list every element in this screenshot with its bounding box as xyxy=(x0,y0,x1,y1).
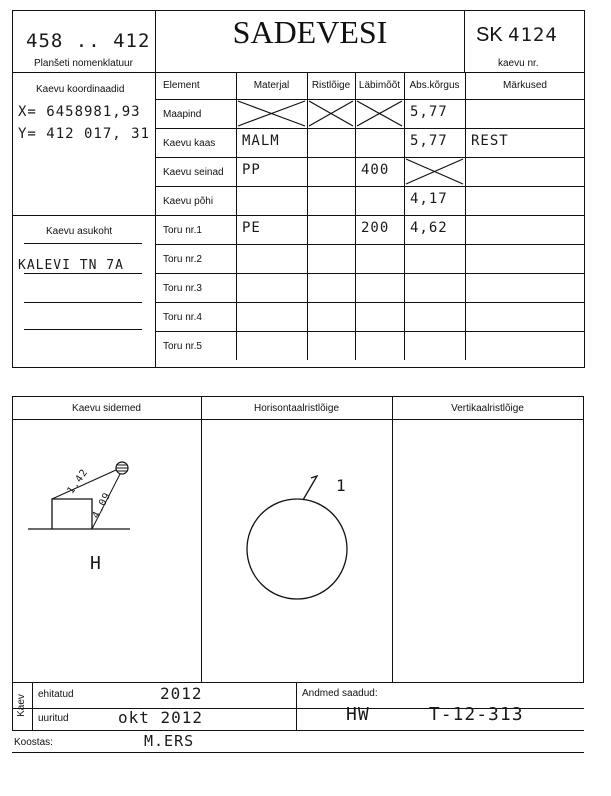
table-row-label: Toru nr.3 xyxy=(163,283,202,294)
frame-top xyxy=(12,10,585,11)
surveyed-value: okt 2012 xyxy=(118,708,204,727)
table-cell: 4,17 xyxy=(410,191,448,207)
tie-letter: H xyxy=(90,553,102,574)
table-row-line xyxy=(155,157,585,158)
footer-bottom xyxy=(12,752,584,753)
divider-title-right xyxy=(464,10,465,72)
table-cell: 4,62 xyxy=(410,220,448,236)
tie-b-label: 4.09 xyxy=(90,490,114,521)
location-line-4 xyxy=(24,329,142,330)
table-header-cell: Ristlõige xyxy=(311,80,351,91)
sketch-right xyxy=(583,396,584,683)
cross-out-mark xyxy=(307,99,355,128)
footer-side-div xyxy=(32,682,33,731)
data-value: HW T-12-313 xyxy=(346,704,524,725)
location-line-2 xyxy=(24,273,142,274)
table-cell: 5,77 xyxy=(410,104,448,120)
table-row-line xyxy=(155,244,585,245)
pipe-label: 1 xyxy=(336,476,347,495)
table-row-label: Kaevu kaas xyxy=(163,138,216,149)
well-number: 4124 xyxy=(508,24,558,46)
location-line-1 xyxy=(24,243,142,244)
location-label: Kaevu asukoht xyxy=(46,226,113,237)
well-prefix: SK xyxy=(476,24,503,46)
well-label: kaevu nr. xyxy=(498,58,539,69)
table-header-cell: Märkused xyxy=(503,80,547,91)
sketch-bottom xyxy=(12,682,584,683)
data-label: Andmed saadud: xyxy=(302,688,378,699)
table-col-line xyxy=(404,72,405,360)
table-header-cell: Element xyxy=(163,80,200,91)
table-cell: MALM xyxy=(242,133,280,149)
author-label: Koostas: xyxy=(14,737,53,748)
coord-y: Y= 412 017, 31 xyxy=(18,126,151,142)
table-row-line xyxy=(155,186,585,187)
tie-sketch xyxy=(14,440,200,590)
table-row-line xyxy=(155,302,585,303)
table-cell: PP xyxy=(242,162,261,178)
sketch-div-2 xyxy=(392,396,393,683)
table-row-label: Toru nr.1 xyxy=(163,225,202,236)
cross-out-mark xyxy=(404,157,465,186)
table-cell: 5,77 xyxy=(410,133,448,149)
table-cell: PE xyxy=(242,220,261,236)
table-header-cell: Abs.kõrgus xyxy=(409,80,460,91)
table-col-line xyxy=(465,72,466,360)
location-value: KALEVI TN 7A xyxy=(18,258,124,273)
col-vertical-header: Vertikaalristlõige xyxy=(451,403,524,414)
footer-left xyxy=(12,682,13,731)
table-header-cell: Materjal xyxy=(253,80,290,91)
table-cell: 400 xyxy=(361,162,390,178)
side-label: Kaev xyxy=(15,694,27,717)
table-row-line xyxy=(155,215,585,216)
table-cell: REST xyxy=(471,133,509,149)
table-row-label: Maapind xyxy=(163,109,202,120)
table-row-label: Kaevu põhi xyxy=(163,196,214,207)
coord-x: X= 6458981,93 xyxy=(18,104,141,120)
table-row-label: Kaevu seinad xyxy=(163,167,224,178)
frame-left xyxy=(12,10,13,368)
table-cell: 200 xyxy=(361,220,390,236)
coords-label: Kaevu koordinaadid xyxy=(36,84,125,95)
built-label: ehitatud xyxy=(38,689,74,700)
element-table xyxy=(155,72,585,368)
sketch-top xyxy=(12,396,584,397)
table-row-line xyxy=(155,273,585,274)
page-title: SADEVESI xyxy=(232,14,388,50)
built-value: 2012 xyxy=(160,684,203,703)
sheet-number: 458 .. 412 xyxy=(26,30,151,52)
table-row-line xyxy=(155,331,585,332)
sheet-label: Planšeti nomenklatuur xyxy=(34,58,133,69)
col-ties-header: Kaevu sidemed xyxy=(72,403,141,414)
cross-out-mark xyxy=(355,99,404,128)
table-row-line xyxy=(155,128,585,129)
surveyed-label: uuritud xyxy=(38,713,69,724)
horizontal-sketch xyxy=(201,420,392,682)
author-value: M.ERS xyxy=(144,732,195,750)
location-line-3 xyxy=(24,302,142,303)
footer-mid-div xyxy=(296,682,297,731)
table-row-label: Toru nr.4 xyxy=(163,312,202,323)
footer-line xyxy=(12,730,584,731)
table-header-cell: Läbimõõt xyxy=(358,80,401,91)
table-row-label: Toru nr.2 xyxy=(163,254,202,265)
col-horizontal-header: Horisontaalristlõige xyxy=(253,403,340,414)
tie-a-label: 1.42 xyxy=(65,466,91,497)
table-row-label: Toru nr.5 xyxy=(163,341,202,352)
sketch-left xyxy=(12,396,13,683)
left-section-divider xyxy=(12,215,156,216)
cross-out-mark xyxy=(236,99,307,128)
